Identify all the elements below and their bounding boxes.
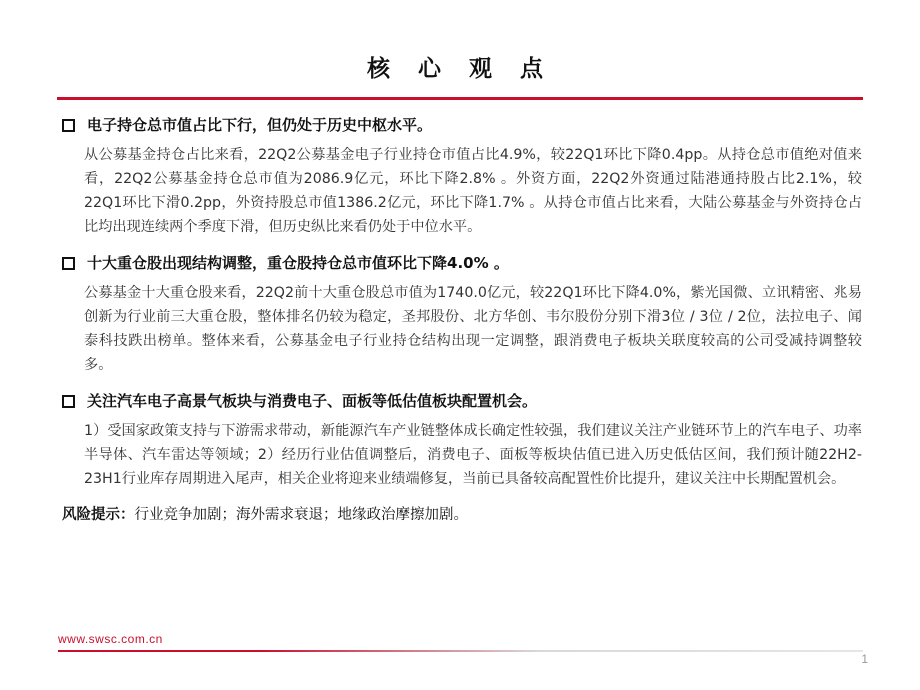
section-heading-text: 十大重仓股出现结构调整，重仓股持仓总市值环比下降4.0% 。: [87, 254, 509, 272]
risk-label: 风险提示：: [62, 507, 135, 523]
section-1: [62, 113, 862, 239]
section-body: 公募基金十大重仓股来看，22Q2前十大重仓股总市值为1740.0亿元，较22Q1环比下降4.0%，紫光国微、立讯精密、兆易创新为行业前三大重仓股，整体排名仍较为稳定，圣邦股份、北方华创、韦尔股份分别下滑3位 / 3位 / 2位，法拉电子、闻泰科技跌出榜单。整体来看，公募基金电子行业持仓结构出现一定调整，跟消费电子板块关联度较高的公司受减持调整较多。: [84, 285, 862, 373]
page-title: 核 心 观 点: [366, 56, 554, 82]
section-heading: [62, 113, 862, 137]
section-heading: [62, 251, 862, 275]
section-heading-text: 关注汽车电子高景气板块与消费电子、面板等低估值板块配置机会。: [87, 392, 538, 410]
section-body: 1）受国家政策支持与下游需求带动，新能源汽车产业链整体成长确定性较强，我们建议关注产业链环节上的汽车电子、功率半导体、汽车雷达等领域；2）经历行业估值调整后，消费电子、面板等板块估值已进入历史低估区间，我们预计随22H2-23H1行业库存周期进入尾声，相关企业将迎来业绩端修复，当前已具备较高配置性价比提升，建议关注中长期配置机会。: [84, 423, 862, 487]
square-bullet-icon: [62, 395, 75, 408]
section-2: [62, 251, 862, 377]
section-heading-text: 电子持仓总市值占比下行，但仍处于历史中枢水平。: [87, 116, 433, 134]
title-divider: [57, 97, 863, 100]
page-number: 1: [861, 652, 868, 666]
risk-notice: [62, 503, 862, 527]
section-body: 从公募基金持仓占比来看，22Q2公募基金电子行业持仓市值占比4.9%，较22Q1环比下降0.4pp。从持仓总市值绝对值来看，22Q2公募基金持仓总市值为2086.9亿元，环比下降2.8% 。外资方面，22Q2外资通过陆港通持股占比2.1%，较22Q1环比下滑0.2pp，外资持股总市值1386.2亿元，环比下降1.7% 。从持仓市值占比来看，大陆公募基金与外资持仓占比均出现连续两个季度下滑，但历史纵比来看仍处于中位水平。: [84, 147, 862, 235]
risk-text: 行业竞争加剧；海外需求衰退；地缘政治摩擦加剧。: [134, 507, 468, 523]
footer-website-link[interactable]: www.swsc.com.cn: [58, 632, 163, 646]
square-bullet-icon: [62, 119, 75, 132]
content-area: [62, 113, 862, 527]
footer-divider: [58, 650, 863, 652]
square-bullet-icon: [62, 257, 75, 270]
section-heading: [62, 389, 862, 413]
section-3: [62, 389, 862, 491]
